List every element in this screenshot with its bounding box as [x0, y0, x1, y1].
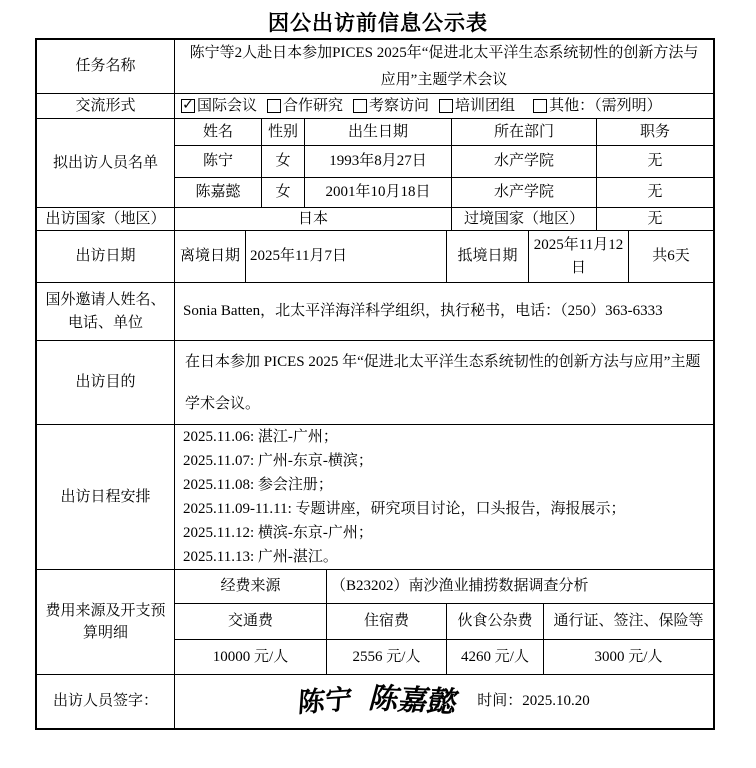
transit-country-value: 无 [647, 210, 663, 227]
person-position: 无 [647, 153, 663, 170]
col-header-meals-fee: 伙食公杂费 [447, 604, 544, 639]
col-header-department: 所在部门 [452, 119, 597, 145]
table-row [175, 146, 713, 178]
row-dates [37, 231, 713, 283]
checkbox-unchecked-icon [267, 99, 281, 113]
person-gender: 女 [262, 146, 305, 177]
personnel-label: 拟出访人员名单 [37, 119, 175, 207]
person-birthdate: 1993年8月27日 [305, 146, 452, 177]
purpose-value: 在日本参加 PICES 2025 年“促进北太平洋生态系统韧性的创新方法与应用”主题学术会议。 [185, 353, 701, 412]
funding-source-value: （B23202）南沙渔业捕捞数据调查分析 [331, 578, 589, 595]
departure-date-value: 2025年11月7日 [246, 231, 447, 282]
visa-insurance-fee-value: 3000 元/人 [594, 648, 663, 665]
arrival-date-value: 2025年11月12日 [529, 231, 629, 282]
page-title: 因公出访前信息公示表 [268, 11, 488, 35]
col-header-name: 姓名 [175, 119, 262, 145]
task-name-value: 陈宁等2人赴日本参加PICES 2025年“促进北太平洋生态系统韧性的创新方法与应用”主题学术会议 [189, 44, 699, 88]
row-exchange-form [37, 94, 713, 119]
signature-time [477, 690, 590, 713]
signature-time-value: 2025.10.20 [522, 693, 590, 710]
itinerary-list [175, 425, 713, 569]
checkbox-label: 其他：（需列明） [549, 97, 662, 114]
row-signature [37, 675, 713, 728]
trip-dates-label: 出访日期 [37, 231, 175, 282]
checkbox-label: 合作研究 [283, 97, 344, 114]
personnel-subtable [175, 119, 713, 207]
person-department: 水产学院 [452, 146, 597, 177]
row-budget [37, 570, 713, 675]
col-header-birthdate: 出生日期 [305, 119, 452, 145]
col-header-lodging-fee: 住宿费 [327, 604, 447, 639]
purpose-label: 出访目的 [37, 341, 175, 424]
handwritten-signature: 陈宁 [297, 684, 354, 719]
inviter-label: 国外邀请人姓名、电话、单位 [37, 283, 175, 340]
list-item: 2025.11.13: 广州-湛江。 [183, 549, 338, 565]
checkbox-checked-icon [181, 99, 195, 113]
row-personnel [37, 119, 713, 208]
budget-label: 费用来源及开支预算明细 [37, 570, 175, 674]
checkbox-option-other[interactable] [533, 95, 662, 118]
col-header-gender: 性别 [262, 119, 305, 145]
exchange-form-options [175, 94, 713, 118]
checkbox-unchecked-icon [353, 99, 367, 113]
checkbox-option-inspection-visit[interactable] [353, 95, 429, 118]
checkbox-label: 国际会议 [197, 97, 258, 114]
checkbox-label: 考察访问 [369, 97, 430, 114]
col-header-transport-fee: 交通费 [175, 604, 327, 639]
budget-subtable [175, 570, 713, 674]
person-department: 水产学院 [452, 178, 597, 207]
person-birthdate: 2001年10月18日 [305, 178, 452, 207]
list-item: 2025.11.06: 湛江-广州； [183, 429, 338, 445]
list-item: 2025.11.08: 参会注册； [183, 477, 333, 493]
signature-label: 出访人员签字： [37, 675, 175, 728]
row-task-name [37, 40, 713, 94]
table-row [175, 178, 713, 207]
fee-value-row [175, 640, 713, 674]
checkbox-option-cooperative-research[interactable] [267, 95, 343, 118]
list-item: 2025.11.07: 广州-东京-横滨； [183, 453, 373, 469]
person-name: 陈嘉懿 [175, 178, 262, 207]
signature-time-label: 时间： [477, 693, 523, 710]
funding-source-label: 经费来源 [175, 570, 327, 603]
row-itinerary [37, 425, 713, 570]
personnel-header-row [175, 119, 713, 146]
departure-date-label: 离境日期 [175, 231, 246, 282]
meals-fee-value: 4260 元/人 [447, 640, 544, 674]
col-header-visa-insurance-fee: 通行证、签注、保险等 [553, 613, 704, 630]
checkbox-unchecked-icon [533, 99, 547, 113]
handwritten-signature: 陈嘉懿 [366, 682, 462, 719]
col-header-position: 职务 [639, 123, 670, 140]
row-countries [37, 208, 713, 231]
destination-country-label: 出访国家（地区） [37, 208, 175, 230]
transport-fee-value: 10000 元/人 [175, 640, 327, 674]
check-mark-icon: ✓ [182, 97, 194, 113]
person-position: 无 [647, 184, 663, 201]
checkbox-option-international-conference[interactable] [181, 95, 257, 118]
checkbox-unchecked-icon [439, 99, 453, 113]
destination-country-value: 日本 [175, 208, 452, 230]
person-name: 陈宁 [175, 146, 262, 177]
fee-header-row [175, 604, 713, 640]
checkbox-option-training-group[interactable] [439, 95, 515, 118]
inviter-value: Sonia Batten，北太平洋海洋科学组织，执行秘书，电话：（250）363-6333 [183, 303, 663, 320]
lodging-fee-value: 2556 元/人 [327, 640, 447, 674]
budget-source-row [175, 570, 713, 604]
list-item: 2025.11.09-11.11: 专题讲座，研究项目讨论，口头报告，海报展示； [183, 501, 626, 517]
task-name-label: 任务名称 [37, 40, 175, 93]
signature-area [175, 675, 713, 728]
exchange-form-label: 交流形式 [37, 94, 175, 118]
transit-country-label: 过境国家（地区） [452, 208, 597, 230]
trip-duration: 共6天 [652, 248, 690, 265]
arrival-date-label: 抵境日期 [447, 231, 529, 282]
list-item: 2025.11.12: 横滨-东京-广州； [183, 525, 373, 541]
row-inviter [37, 283, 713, 341]
itinerary-label: 出访日程安排 [37, 425, 175, 569]
person-gender: 女 [262, 178, 305, 207]
checkbox-label: 培训团组 [455, 97, 516, 114]
row-purpose [37, 341, 713, 425]
form-table [35, 38, 715, 730]
